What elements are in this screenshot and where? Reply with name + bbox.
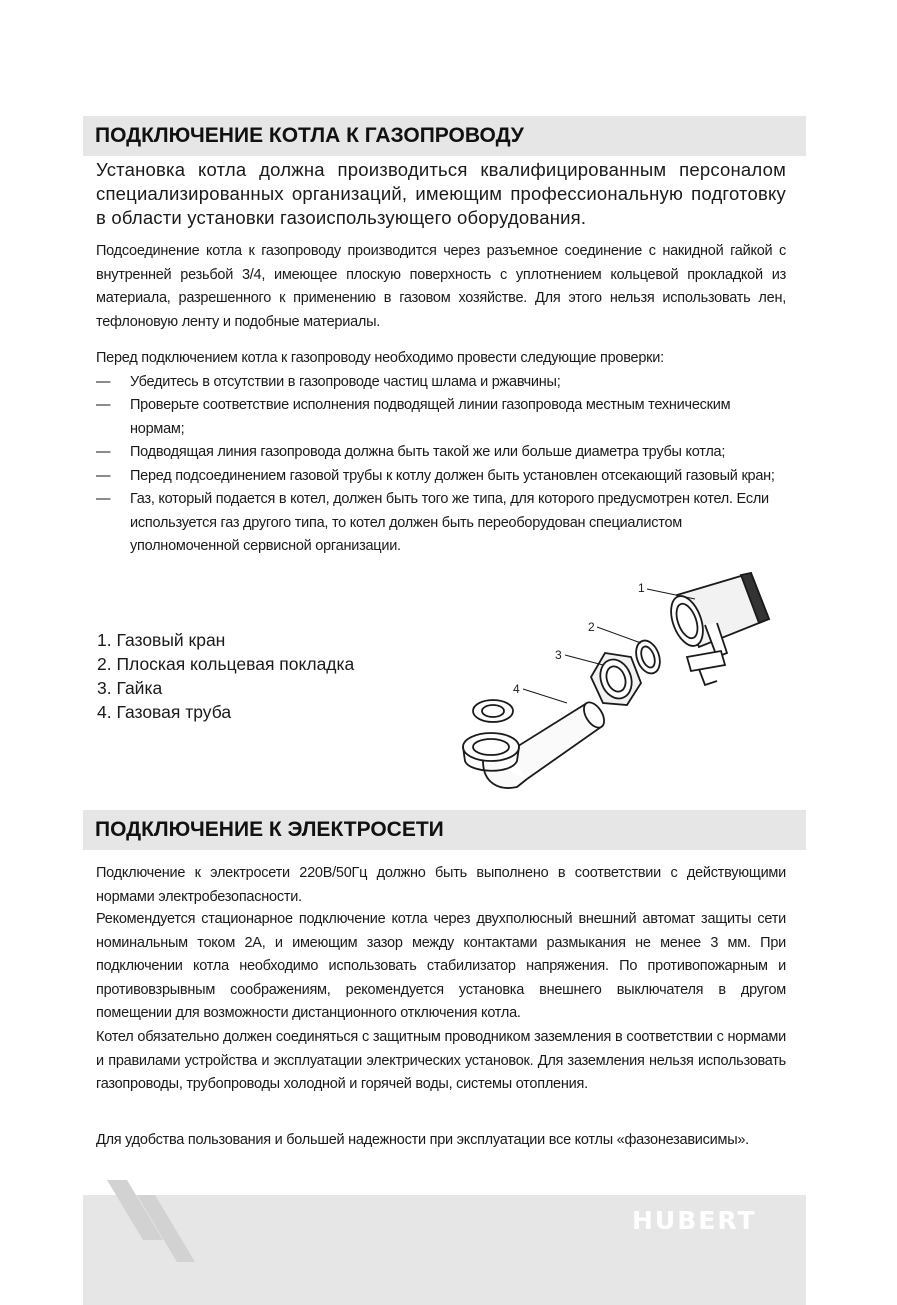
electric-section-title-text: ПОДКЛЮЧЕНИЕ К ЭЛЕКТРОСЕТИ [95, 818, 444, 841]
legend-item: 3. Гайка [97, 678, 163, 698]
electric-paragraph-4: Для удобства пользования и большей надежности при эксплуатации все котлы «фазонезависимы». [96, 1132, 749, 1148]
gas-connection-paragraph: Подсоединение котла к газопроводу производится через разъемное соединение с накидной гайкой с внутренней резьбой 3/4, имеющее плоскую поверхность с уплотнением кольцевой прокладкой из материала, разрешенного к применению в газовом хозяйстве. Для этого нельзя использовать лен, тефлоновую ленту и подобные материалы. [96, 243, 786, 330]
legend-item: 4. Газовая труба [97, 702, 232, 722]
electric-paragraph-2: Рекомендуется стационарное подключение котла через двухполюсный внешний автомат защиты сети номинальным током 2А, и имеющим зазор между контактами размыкания не менее 3 мм. При подключении котла необходимо использовать стабилизатор напряжения. По противопожарным и противовзрывным соображениям, рекомендуется установка внешнего выключателя в другом помещении для возможности дистанционного отключения котла. [96, 911, 786, 1021]
gas-section-title-text: ПОДКЛЮЧЕНИЕ КОТЛА К ГАЗОПРОВОДУ [95, 124, 524, 147]
gas-checks-list [96, 371, 786, 559]
parts-legend [97, 628, 354, 724]
legend-item: 1. Газовый кран [97, 630, 226, 650]
diagram-label-3: 3 [555, 648, 562, 662]
list-item: — Подводящая линия газопровода должна быть такой же или больше диаметра трубы котла; [96, 444, 726, 460]
brand-logo: HUBERT [632, 1206, 757, 1235]
list-item: — Убедитесь в отсутствии в газопроводе частиц шлама и ржавчины; [96, 373, 561, 390]
list-item: — Газ, который подается в котел, должен быть того же типа, для которого предусмотрен котел. Если используется газ другого типа, то котел должен быть переоборудован специалистом уполномоченной сервисной организации. [96, 491, 769, 554]
decorative-stripes-icon [83, 1180, 213, 1270]
gas-checks-intro: Перед подключением котла к газопроводу необходимо провести следующие проверки: [96, 350, 664, 366]
gas-lead-paragraph: Установка котла должна производиться квалифицированным персоналом специализированных организаций, имеющим профессиональную подготовку в области установки газоиспользующего оборудования. [96, 159, 786, 228]
gas-section-title [83, 116, 806, 156]
list-item: — Проверьте соответствие исполнения подводящей линии газопровода местным техническим нормам; [96, 397, 731, 437]
electric-section-title [83, 810, 806, 850]
diagram-label-4: 4 [513, 682, 520, 696]
electric-paragraph-3: Котел обязательно должен соединяться с защитным проводником заземления в соответствии с нормами и правилами устройства и эксплуатации электрических установок. Для заземления нельзя использовать газопроводы, трубопроводы холодной и горячей воды, системы отопления. [96, 1029, 786, 1092]
nut-icon [591, 653, 641, 705]
gas-valve-icon [665, 573, 769, 685]
diagram-label-2: 2 [588, 620, 595, 634]
gas-checks [96, 347, 786, 559]
list-item: — Перед подсоединением газовой трубы к котлу должен быть установлен отсекающий газовый кран; [96, 467, 775, 484]
legend-item: 2. Плоская кольцевая покладка [97, 654, 355, 674]
electric-paragraph-1: Подключение к электросети 220В/50Гц должно быть выполнено в соответствии с действующими нормами электробезопасности. [96, 865, 786, 905]
diagram-label-1: 1 [638, 581, 645, 595]
ring-icon [473, 700, 513, 722]
gas-connection-diagram [455, 565, 795, 797]
